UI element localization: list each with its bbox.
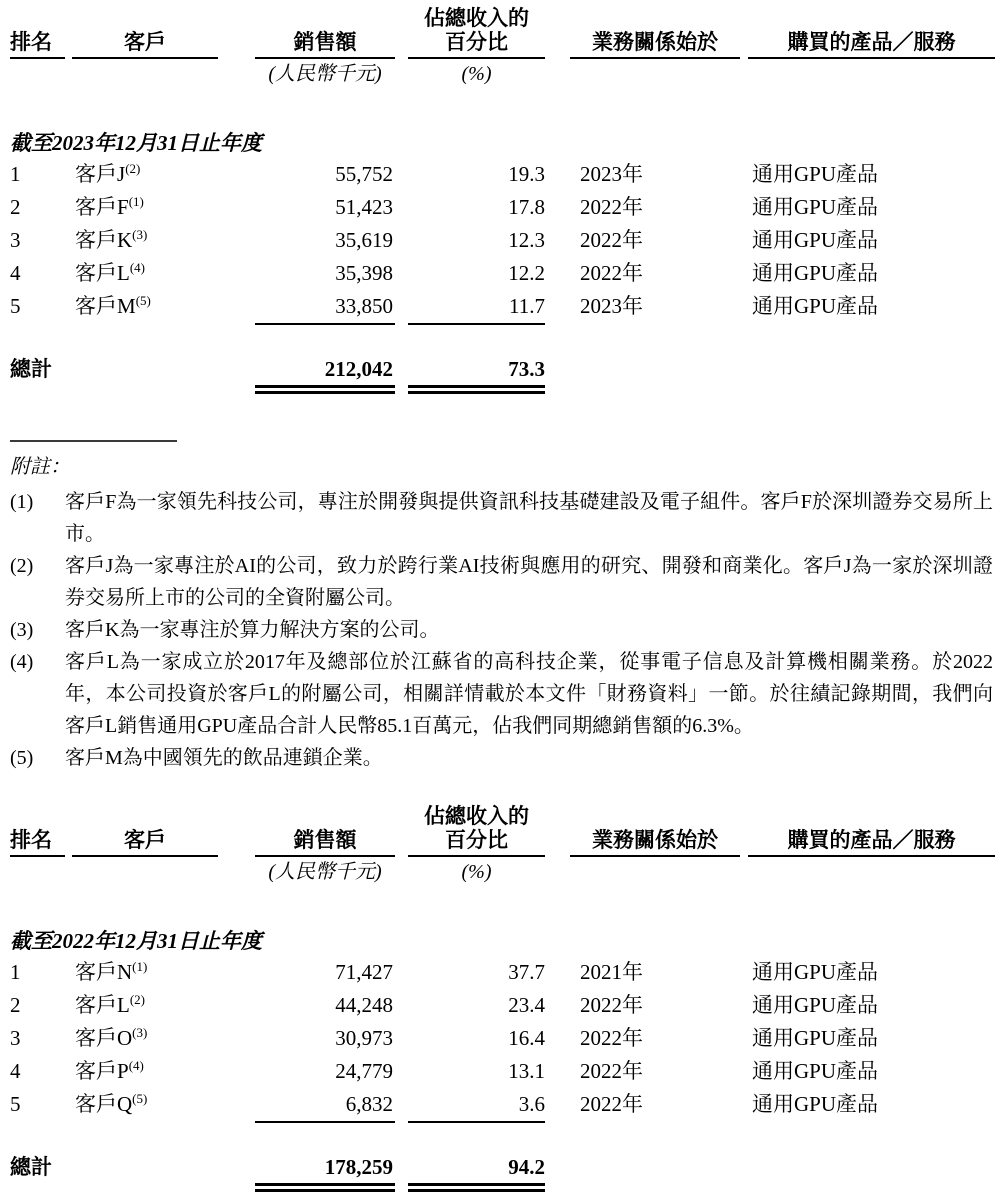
rank-cell: 4 [10,1059,21,1083]
customer-cell [72,257,218,290]
customer-cell [72,290,218,325]
note-marker: (5) [10,747,34,769]
customer-name: 客戶O [75,1026,133,1050]
customer-cell [72,1055,218,1088]
rank-column-header: 排名 [10,30,65,59]
note-text: 客戶M為中國領先的飲品連鎖企業。 [65,747,383,769]
total-pct: 73.3 [408,355,545,394]
customer-cell [72,1088,218,1123]
note-marker: (3) [10,619,34,641]
table-units-row [10,59,995,89]
pct-cell: 23.4 [508,993,545,1017]
note-ref: (2) [125,161,141,176]
table-units-row [10,857,995,887]
top-customers-table-2022 [10,804,995,1192]
pct-unit-label: (%) [461,861,492,883]
relationship-since-column-header: 業務關係始於 [570,828,740,857]
table-row [10,1088,995,1123]
notes-heading: 附註： [10,456,70,478]
note-text: 客戶L為一家成立於2017年及總部位於江蘇省的高科技企業，從事電子信息及計算機相關業務。於2022年，本公司投資於客戶L的附屬公司，相關詳情載於本文件「財務資料」一節。於往績記錄期間，我們向客戶L銷售通用GPU產品合計人民幣85.1百萬元，佔我們同期總銷售額的6.3%。 [65,651,993,737]
note-marker: (1) [10,491,34,513]
sales-cell: 51,423 [335,195,393,219]
sales-cell: 35,398 [335,261,393,285]
product-cell: 通用GPU產品 [752,162,879,186]
product-cell: 通用GPU產品 [752,993,879,1017]
rank-cell: 1 [10,162,21,186]
customer-cell [72,191,218,224]
table-row [10,956,995,989]
pct-cell: 13.1 [508,1059,545,1083]
rank-cell: 3 [10,228,21,252]
pct-of-revenue-column-header [408,6,545,59]
section-title-fy2022: 截至2022年12月31日止年度 [10,929,262,953]
total-label: 總計 [10,357,52,381]
pct-cell: 16.4 [508,1026,545,1050]
pct-header-line2: 百分比 [445,30,508,54]
rank-cell: 2 [10,195,21,219]
pct-cell: 12.3 [508,228,545,252]
customer-name: 客戶K [75,228,133,252]
note-text: 客戶K為一家專注於算力解決方案的公司。 [65,619,440,641]
product-cell: 通用GPU產品 [752,228,879,252]
note-ref: (1) [128,194,144,209]
pct-cell: 12.2 [508,261,545,285]
total-sales: 178,259 [255,1153,395,1192]
pct-header-line2: 百分比 [445,828,508,852]
sales-cell: 24,779 [335,1059,393,1083]
note-ref: (4) [129,260,145,275]
customer-cell [72,224,218,257]
since-cell: 2022年 [580,228,643,252]
note-item [10,646,995,742]
pct-cell: 37.7 [508,960,545,984]
rank-cell: 4 [10,261,21,285]
note-ref: (1) [132,959,148,974]
pct-cell: 3.6 [408,1088,545,1123]
sales-cell: 55,752 [335,162,393,186]
note-marker: (4) [10,651,34,673]
note-text: 客戶J為一家專注於AI的公司，致力於跨行業AI技術與應用的研究、開發和商業化。客戶J為一家於深圳證券交易所上市的公司的全資附屬公司。 [65,555,993,609]
customer-cell [72,989,218,1022]
table-row [10,224,995,257]
notes-divider-rule [10,440,177,442]
rank-cell: 1 [10,960,21,984]
pct-header-line1: 佔總收入的 [424,804,529,828]
rank-column-header: 排名 [10,828,65,857]
table-header-row [10,804,995,857]
rank-cell: 5 [10,1092,21,1116]
note-item [10,550,995,614]
products-column-header: 購買的產品／服務 [748,828,995,857]
note-ref: (2) [129,992,145,1007]
customer-name: 客戶F [75,195,129,219]
sales-unit-label: (人民幣千元) [268,861,382,883]
since-cell: 2021年 [580,960,643,984]
notes-list [10,486,995,774]
product-cell: 通用GPU產品 [752,1092,879,1116]
customer-name: 客戶L [75,993,130,1017]
table-row [10,1022,995,1055]
pct-cell: 17.8 [508,195,545,219]
relationship-since-column-header: 業務關係始於 [570,30,740,59]
note-ref: (3) [132,227,148,242]
top-customers-table-2023 [10,6,995,394]
table-row [10,191,995,224]
note-marker: (2) [10,555,34,577]
product-cell: 通用GPU產品 [752,195,879,219]
sales-column-header: 銷售額 [255,30,395,59]
since-cell: 2022年 [580,195,643,219]
section-title-fy2023: 截至2023年12月31日止年度 [10,131,262,155]
total-row [10,1153,995,1192]
note-ref: (4) [128,1058,144,1073]
pct-header-line1: 佔總收入的 [424,6,529,30]
product-cell: 通用GPU產品 [752,960,879,984]
note-text: 客戶F為一家領先科技公司，專注於開發與提供資訊科技基礎建設及電子組件。客戶F於深圳證券交易所上市。 [65,491,993,545]
sales-cell: 71,427 [335,960,393,984]
sales-column-header: 銷售額 [255,828,395,857]
since-cell: 2023年 [580,294,643,318]
product-cell: 通用GPU產品 [752,1059,879,1083]
product-cell: 通用GPU產品 [752,294,879,318]
customer-column-header: 客戶 [72,828,218,857]
customer-cell [72,1022,218,1055]
total-label: 總計 [10,1155,52,1179]
sales-cell: 30,973 [335,1026,393,1050]
customer-column-header: 客戶 [72,30,218,59]
table-header-row [10,6,995,59]
pct-cell: 19.3 [508,162,545,186]
sales-cell: 35,619 [335,228,393,252]
table-row [10,290,995,325]
customer-name: 客戶L [75,261,130,285]
products-column-header: 購買的產品／服務 [748,30,995,59]
since-cell: 2023年 [580,162,643,186]
sales-cell: 6,832 [255,1088,395,1123]
note-item [10,742,995,774]
pct-of-revenue-column-header [408,804,545,857]
since-cell: 2022年 [580,1059,643,1083]
sales-unit-label: (人民幣千元) [268,63,382,85]
table-row [10,1055,995,1088]
rank-cell: 5 [10,294,21,318]
since-cell: 2022年 [580,1092,643,1116]
customer-name: 客戶M [75,294,136,318]
customer-name: 客戶Q [75,1092,133,1116]
note-item [10,614,995,646]
pct-unit-label: (%) [461,63,492,85]
total-row [10,355,995,394]
rank-cell: 2 [10,993,21,1017]
since-cell: 2022年 [580,1026,643,1050]
customer-name: 客戶N [75,960,133,984]
total-pct: 94.2 [408,1153,545,1192]
since-cell: 2022年 [580,261,643,285]
total-sales: 212,042 [255,355,395,394]
note-item [10,486,995,550]
sales-cell: 33,850 [255,290,395,325]
note-ref: (3) [132,1025,148,1040]
customer-name: 客戶J [75,162,126,186]
pct-cell: 11.7 [408,290,545,325]
product-cell: 通用GPU產品 [752,1026,879,1050]
table-row [10,257,995,290]
product-cell: 通用GPU產品 [752,261,879,285]
rank-cell: 3 [10,1026,21,1050]
notes-section [10,440,995,774]
table-row [10,989,995,1022]
since-cell: 2022年 [580,993,643,1017]
note-ref: (5) [132,1091,148,1106]
customer-cell [72,956,218,989]
sales-cell: 44,248 [335,993,393,1017]
note-ref: (5) [135,293,151,308]
customer-name: 客戶P [75,1059,129,1083]
customer-cell [72,158,218,191]
table-row [10,158,995,191]
